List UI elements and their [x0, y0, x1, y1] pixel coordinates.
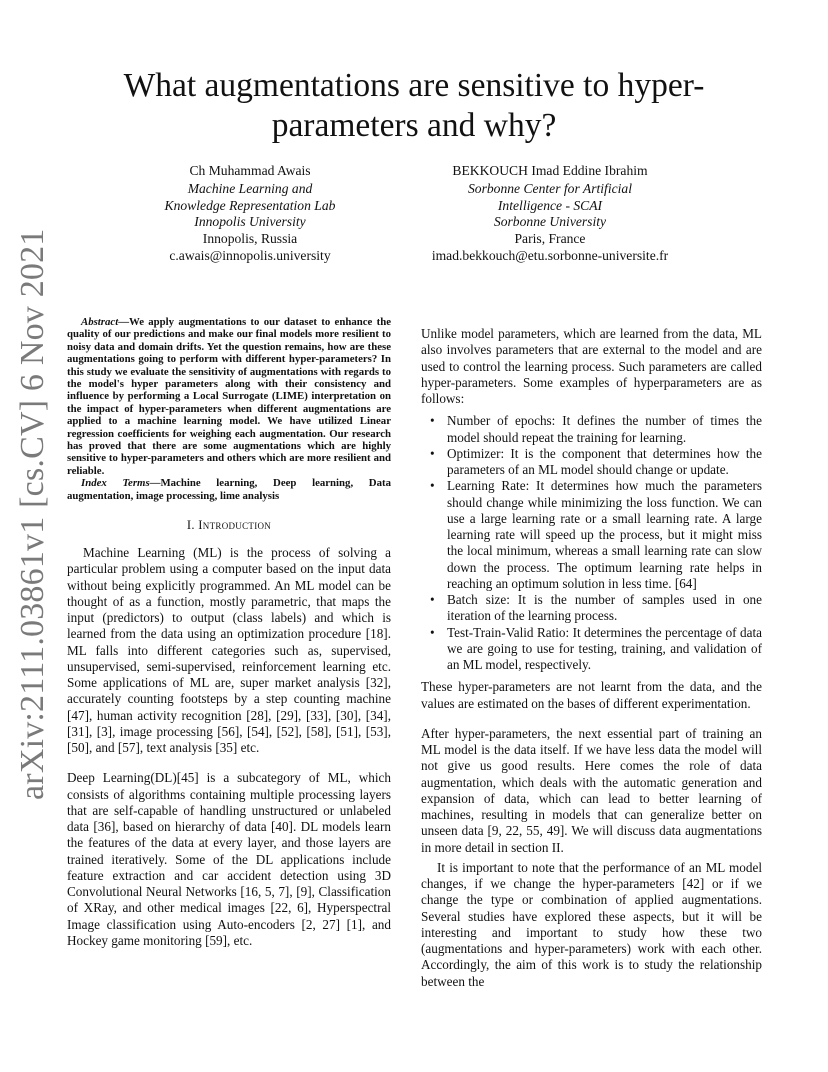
- author-email: c.awais@innopolis.university: [169, 247, 331, 263]
- author-affiliation-line: Innopolis University: [194, 214, 306, 230]
- author-email: imad.bekkouch@etu.sorbonne-universite.fr: [431, 247, 669, 263]
- author-name: Ch Muhammad Awais: [189, 163, 311, 178]
- list-item: • Optimizer: It is the component that determines how the parameters of an ML model should change or update.: [430, 445, 762, 477]
- author-block-1: [140, 163, 360, 265]
- index-terms: [67, 477, 391, 502]
- author-affiliation-line: Intelligence - SCAI: [497, 197, 603, 213]
- author-location: Innopolis, Russia: [202, 231, 298, 247]
- bullet-icon: •: [430, 624, 435, 640]
- author-affiliation-line: Sorbonne Center for Artificial: [467, 180, 632, 196]
- deep-learning-paragraph: Deep Learning(DL)[45] is a subcategory of ML, which consists of algorithms containing multiple processing layers that are self-capable of handling unstructured or unlabeled data [36], based on hierarchy of data [40]. DL models learn the features of the data at every layer, and those layers are trained iteratively. Some of the DL applications include feature extraction and car accident detection using 3D Convolutional Neural Networks [16, 5, 7], [9], Classification of XRay, and other medical images [22, 6], Hyperspectral Image classification using Auto-encoders [2, 27] [1], and Hockey game monitoring [59], etc.: [67, 770, 391, 948]
- right-column: [421, 326, 762, 990]
- list-item: • Number of epochs: It defines the number of times the model should repeat the training for learning.: [430, 413, 762, 445]
- author-affiliation-line: Knowledge Representation Lab: [164, 197, 336, 213]
- author-location: Paris, France: [514, 231, 586, 247]
- author-block-2: [410, 163, 690, 265]
- data-augmentation-paragraph: After hyper-parameters, the next essential part of training an ML model is the data itself. If we have less data the model will not give us good results. Here comes the role of data augmentation, which deals with the automatic generation and expansion of data, which can lead to better learning of machines, resulting in models that can generalize better on unseen data [9, 22, 55, 49]. We will discuss data augmentations in more detail in section II.: [421, 725, 762, 855]
- list-item: • Batch size: It is the number of samples used in one iteration of the learning process.: [430, 592, 762, 624]
- paper-title: What augmentations are sensitive to hyper-parameters and why?: [123, 67, 705, 144]
- list-item: • Learning Rate: It determines how much the parameters should change while minimizing the loss function. We can use a large learning rate or a small learning rate. A large learning rate will speed up the process, but it might miss the local minimum, whereas a small learning rate can slow down the process. The optimum learning rate helps in reaching an optimum solution in less time. [64]: [430, 478, 762, 591]
- abstract: [67, 316, 391, 477]
- list-item: • Test-Train-Valid Ratio: It determines the percentage of data we are going to use for testing, training, and validation of an ML model, respectively.: [430, 624, 762, 672]
- abstract-text: —We apply augmentations to our dataset to enhance the quality of our predictions and make our final models more resilient to noisy data and domain drifts. Yet the question remains, how are these augmentations going to perform with different hyper-parameters? In this study we evaluate the sensitivity of augmentations with regards to the model's hyper parameters along with their consistency and influence by performing a Local Surrogate (LIME) interpretation on the impact of hyper-parameters when different augmentations are applied to a machine learning model. We have utilized Linear regression coefficients for weighing each augmentation. Our research has proved that there are some augmentations which are highly sensitive to hyper-parameters and others which are more resilient and reliable.: [67, 316, 391, 477]
- bullet-icon: •: [430, 478, 435, 494]
- section-heading-introduction: I. Introduction: [186, 518, 272, 533]
- author-name: BEKKOUCH Imad Eddine Ibrahim: [452, 163, 648, 178]
- author-affiliation-line: Machine Learning and: [187, 180, 313, 196]
- hyperparameters-note: These hyper-parameters are not learnt from the data, and the values are estimated on the bases of different experimentation.: [421, 679, 762, 711]
- hyperparameter-list: [421, 413, 762, 673]
- index-terms-label: Index Terms: [81, 477, 150, 490]
- index-terms-text: —Machine learning, Deep learning, Data augmentation, image processing, lime analysis: [67, 477, 391, 502]
- arxiv-identifier[interactable]: arXiv:2111.03861v1 [cs.CV] 6 Nov 2021: [14, 228, 51, 800]
- intro-paragraph: Machine Learning (ML) is the process of solving a particular problem using a computer based on the input data without being explicitly programmed. An ML model can be thought of as a function, mostly parametric, that maps the input (predictors) to output (class labels) and which is learned from the data using an optimization procedure [18]. ML falls into different categories such as, supervised, unsupervised, semi-supervised, reinforcement learning etc. Some applications of ML are, super market analysis [32], accurately counting footsteps by a step counting machine [47], human activity recognition [28], [29], [33], [30], [34], [31], [3], image processing [56], [54], [52], [58], [51], [53], [50], and [57], text analysis [35] etc.: [67, 545, 391, 756]
- aim-paragraph: It is important to note that the performance of an ML model changes, if we change the hyper-parameters [42] or if we change the type or combination of applied augmentations. Several studies have explored these aspects, but it will be interesting and important to study how these two (augmentations and hyper-parameters) work with each other. Accordingly, the aim of this work is to study the relationship between the: [421, 859, 762, 989]
- bullet-icon: •: [430, 592, 435, 607]
- abstract-label: Abstract: [81, 316, 119, 328]
- left-column: [67, 316, 391, 949]
- author-affiliation-line: Sorbonne University: [493, 214, 607, 230]
- bullet-icon: •: [430, 413, 435, 429]
- hyperparameters-intro-paragraph: Unlike model parameters, which are learned from the data, ML also involves parameters that are external to the model and are used to control the learning process. Such parameters are called hyper-parameters. Some examples of hyperparameters are as follows:: [421, 326, 762, 406]
- bullet-icon: •: [430, 445, 435, 461]
